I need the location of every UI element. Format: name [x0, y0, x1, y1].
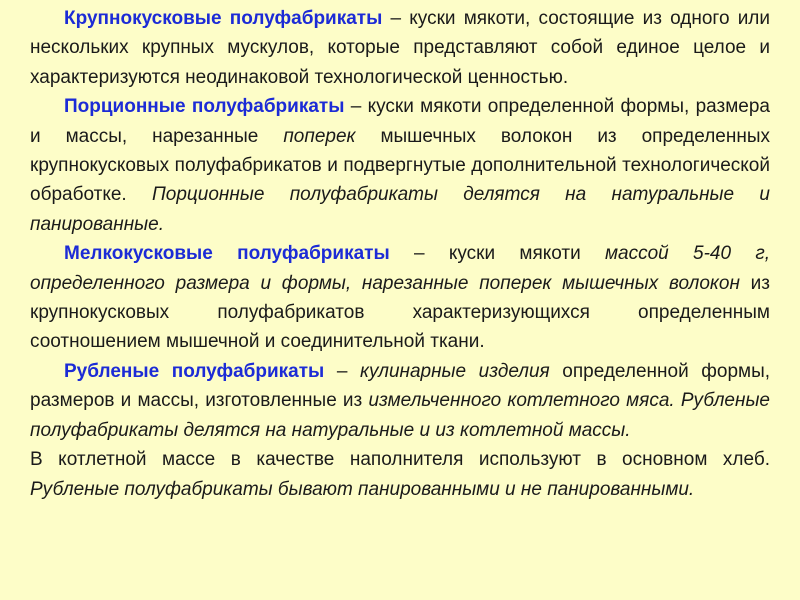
definition-portion-italic2: Порционные полуфабрикаты делятся на натуральные и панированные.	[30, 184, 771, 235]
definition-minced-part1: –	[324, 360, 360, 382]
definition-minced-part2: определенной формы, размеров и массы, изготовленные из	[30, 360, 771, 412]
term-small-cut: Мелкокусковые полуфабрикаты	[64, 243, 390, 265]
definition-small-cut-italic: массой 5-40 г, определенного размера и формы, нарезанные поперек мышечных волокон	[30, 243, 770, 294]
term-portion: Порционные полуфабрикаты	[64, 96, 345, 118]
definition-portion-part2: мышечных волокон из определенных крупнокусковых полуфабрикатов и подвергнутые дополнительной технологической обработке.	[30, 125, 770, 206]
term-minced: Рубленые полуфабрикаты	[64, 360, 325, 382]
definition-small-cut-part1: – куски мякоти	[389, 243, 606, 265]
filler-text: В котлетной массе в качестве наполнителя используют в основном хлеб.	[30, 449, 770, 471]
definition-large-cut: – куски мякоти, состоящие из одного или нескольких крупных мускулов, которые представляют собой единое целое и характеризуются неодинаковой технологической ценностью.	[30, 8, 771, 88]
paragraph-large-cut	[30, 4, 770, 92]
paragraph-minced	[30, 357, 770, 445]
term-large-cut: Крупнокусковые полуфабрикаты	[64, 8, 383, 29]
slide-content	[30, 4, 770, 504]
definition-small-cut-part2: из крупнокусковых полуфабрикатов характеризующихся определенным соотношением мышечной и соединительной ткани.	[30, 272, 771, 353]
filler-italic: Рубленые полуфабрикаты бывают панированными и не панированными.	[30, 478, 695, 500]
paragraph-filler	[30, 445, 770, 504]
definition-minced-italic2: измельченного котлетного мяса. Рубленые полуфабрикаты делятся на натуральные и из котлетной массы.	[30, 390, 770, 441]
definition-portion-italic1: поперек	[283, 125, 356, 147]
paragraph-portion	[30, 92, 770, 239]
definition-minced-italic1: кулинарные изделия	[359, 360, 550, 382]
paragraph-small-cut	[30, 239, 770, 357]
definition-portion-part1: – куски мякоти определенной формы, размера и массы, нарезанные	[30, 96, 770, 147]
